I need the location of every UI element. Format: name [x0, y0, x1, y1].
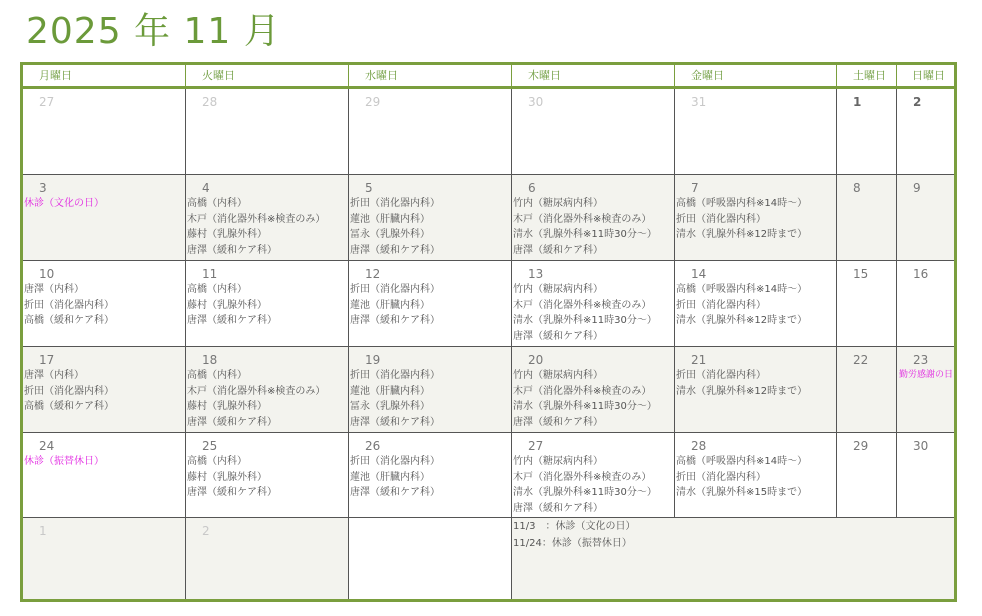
doctor-entry: 清水（乳腺外科※11時30分～） [513, 487, 657, 499]
doctor-entry: 高橋（緩和ケア科） [24, 401, 114, 413]
holiday-label: 休診（振替休日） [24, 456, 104, 467]
day-cell[interactable] [896, 175, 954, 261]
doctor-entry: 高橋（内科） [187, 456, 247, 467]
day-cell[interactable] [511, 433, 674, 518]
doctor-entry: 高橋（内科） [187, 198, 247, 209]
doctor-entry: 木戸（消化器外科※検査のみ） [513, 213, 652, 225]
weekday-header-cell: 土曜日 [836, 65, 896, 86]
day-cell[interactable] [836, 175, 896, 261]
day-cell[interactable] [896, 89, 954, 175]
doctor-entry: 高橋（内科） [187, 370, 247, 381]
day-number: 8 [853, 181, 861, 195]
doctor-entry: 折田（消化器内科） [24, 385, 114, 397]
doctor-entry: 冨永（乳腺外科） [350, 401, 430, 413]
day-number: 20 [528, 353, 544, 367]
day-cell[interactable] [348, 89, 511, 175]
day-cell[interactable] [896, 347, 954, 433]
doctor-entry: 蓮池（肝臓内科） [350, 299, 430, 311]
doctor-entry: 清水（乳腺外科※11時30分～） [513, 229, 657, 241]
holiday-label: 休診（文化の日） [24, 198, 104, 209]
doctor-schedule [675, 196, 836, 243]
day-cell[interactable] [348, 261, 511, 347]
doctor-schedule [512, 282, 674, 344]
day-cell[interactable] [674, 175, 836, 261]
doctor-entry: 竹内（糖尿病内科） [513, 198, 603, 209]
doctor-entry: 木戸（消化器外科※検査のみ） [513, 385, 652, 397]
doctor-schedule [512, 196, 674, 258]
day-number: 17 [39, 353, 55, 367]
doctor-entry: 蓮池（肝臓内科） [350, 213, 430, 225]
day-number: 29 [853, 439, 869, 453]
doctor-entry: 木戸（消化器外科※検査のみ） [513, 299, 652, 311]
page-title: 2025 年 11 月 [26, 11, 281, 52]
doctor-entry: 唐澤（緩和ケア科） [187, 244, 277, 256]
calendar-week-row [23, 518, 954, 599]
doctor-schedule [349, 196, 511, 258]
doctor-entry: 折田（消化器内科） [676, 213, 766, 225]
day-cell[interactable] [511, 89, 674, 175]
day-number: 9 [913, 181, 921, 195]
day-cell[interactable] [23, 261, 185, 347]
doctor-entry: 折田（消化器内科） [676, 370, 766, 381]
day-cell[interactable] [23, 89, 185, 175]
day-cell[interactable] [185, 433, 348, 518]
day-number: 28 [202, 95, 218, 109]
day-cell[interactable] [23, 518, 185, 599]
day-cell[interactable] [896, 433, 954, 518]
doctor-schedule [186, 282, 348, 329]
doctor-entry: 竹内（糖尿病内科） [513, 370, 603, 381]
day-cell[interactable] [836, 89, 896, 175]
doctor-entry: 折田（消化器内科） [676, 471, 766, 483]
doctor-entry: 唐澤（緩和ケア科） [513, 502, 603, 514]
day-cell[interactable] [674, 261, 836, 347]
day-cell[interactable] [511, 175, 674, 261]
doctor-entry: 竹内（糖尿病内科） [513, 456, 603, 467]
day-number: 26 [365, 439, 381, 453]
day-cell[interactable] [185, 175, 348, 261]
day-cell[interactable] [348, 347, 511, 433]
day-number: 15 [853, 267, 869, 281]
day-number: 21 [691, 353, 707, 367]
doctor-entry: 藤村（乳腺外科） [187, 471, 267, 483]
day-number: 1 [39, 524, 47, 538]
doctor-entry: 唐澤（緩和ケア科） [350, 416, 440, 428]
holiday-note: 11/24：休診（振替休日） [513, 538, 632, 549]
day-number: 30 [913, 439, 929, 453]
day-number: 11 [202, 267, 218, 281]
day-cell[interactable] [348, 433, 511, 518]
doctor-entry: 藤村（乳腺外科） [187, 229, 267, 241]
doctor-schedule [23, 368, 185, 415]
doctor-entry: 清水（乳腺外科※11時30分～） [513, 401, 657, 413]
doctor-entry: 高橋（緩和ケア科） [24, 315, 114, 327]
day-number: 19 [365, 353, 381, 367]
weekday-header-cell: 金曜日 [674, 65, 836, 86]
doctor-entry: 高橋（呼吸器内科※14時～） [676, 456, 808, 467]
day-cell[interactable] [23, 175, 185, 261]
day-cell[interactable] [185, 347, 348, 433]
doctor-entry: 唐澤（緩和ケア科） [350, 487, 440, 499]
day-number: 23 [913, 353, 929, 367]
doctor-schedule [349, 368, 511, 430]
doctor-entry: 唐澤（緩和ケア科） [187, 487, 277, 499]
doctor-schedule [675, 368, 836, 399]
doctor-entry: 高橋（呼吸器内科※14時～） [676, 284, 808, 295]
doctor-schedule [23, 282, 185, 329]
doctor-entry: 木戸（消化器外科※検査のみ） [187, 213, 326, 225]
calendar-week-row [23, 89, 954, 175]
day-number: 10 [39, 267, 55, 281]
day-cell[interactable] [185, 518, 348, 599]
doctor-entry: 唐澤（緩和ケア科） [350, 315, 440, 327]
day-number: 5 [365, 181, 373, 195]
doctor-entry: 唐澤（内科） [24, 370, 84, 381]
day-cell[interactable] [836, 347, 896, 433]
day-cell[interactable] [185, 89, 348, 175]
day-number: 13 [528, 267, 544, 281]
doctor-entry: 清水（乳腺外科※11時30分～） [513, 315, 657, 327]
doctor-entry: 冨永（乳腺外科） [350, 229, 430, 241]
doctor-entry: 唐澤（緩和ケア科） [513, 330, 603, 342]
day-number: 27 [39, 95, 55, 109]
day-number: 25 [202, 439, 218, 453]
doctor-schedule [23, 196, 185, 212]
doctor-schedule [23, 454, 185, 470]
day-number: 16 [913, 267, 929, 281]
day-number: 4 [202, 181, 210, 195]
doctor-entry: 折田（消化器内科） [676, 299, 766, 311]
day-number: 18 [202, 353, 218, 367]
doctor-schedule [675, 454, 836, 501]
doctor-entry: 唐澤（緩和ケア科） [350, 244, 440, 256]
doctor-schedule [675, 282, 836, 329]
calendar-grid [20, 62, 957, 602]
doctor-entry: 木戸（消化器外科※検査のみ） [187, 385, 326, 397]
day-cell[interactable] [836, 261, 896, 347]
doctor-entry: 清水（乳腺外科※15時まで） [676, 487, 808, 499]
doctor-entry: 唐澤（緩和ケア科） [187, 416, 277, 428]
day-cell[interactable] [896, 261, 954, 347]
doctor-entry: 蓮池（肝臓内科） [350, 471, 430, 483]
day-number: 31 [691, 95, 707, 109]
doctor-entry: 唐澤（緩和ケア科） [187, 315, 277, 327]
doctor-entry: 高橋（内科） [187, 284, 247, 295]
day-cell[interactable] [348, 175, 511, 261]
weekday-header-cell: 木曜日 [511, 65, 674, 86]
day-number: 2 [913, 95, 922, 109]
day-cell[interactable] [23, 433, 185, 518]
day-number: 24 [39, 439, 55, 453]
doctor-schedule [186, 454, 348, 501]
doctor-schedule [186, 196, 348, 258]
notes-cell [511, 518, 954, 599]
doctor-schedule [186, 368, 348, 430]
day-number: 29 [365, 95, 381, 109]
weekday-header-cell: 火曜日 [185, 65, 348, 86]
day-number: 1 [853, 95, 862, 109]
doctor-entry: 唐澤（内科） [24, 284, 84, 295]
weekday-header-cell: 水曜日 [348, 65, 511, 86]
doctor-entry: 折田（消化器内科） [350, 370, 440, 381]
doctor-entry: 藤村（乳腺外科） [187, 401, 267, 413]
day-number: 12 [365, 267, 381, 281]
doctor-entry: 唐澤（緩和ケア科） [513, 244, 603, 256]
day-cell[interactable] [674, 347, 836, 433]
holiday-note: 11/3 ：休診（文化の日） [513, 521, 636, 532]
doctor-entry: 折田（消化器内科） [350, 284, 440, 295]
doctor-schedule [349, 454, 511, 501]
doctor-entry: 折田（消化器内科） [24, 299, 114, 311]
day-number: 2 [202, 524, 210, 538]
doctor-entry: 竹内（糖尿病内科） [513, 284, 603, 295]
day-cell[interactable] [23, 347, 185, 433]
day-cell[interactable] [185, 261, 348, 347]
day-number: 27 [528, 439, 544, 453]
doctor-schedule [512, 454, 674, 516]
day-cell[interactable] [674, 433, 836, 518]
empty-cell [348, 518, 511, 599]
day-number: 28 [691, 439, 707, 453]
day-number: 7 [691, 181, 699, 195]
doctor-schedule [897, 368, 954, 384]
day-number: 22 [853, 353, 869, 367]
doctor-entry: 藤村（乳腺外科） [187, 299, 267, 311]
day-number: 3 [39, 181, 47, 195]
doctor-schedule [349, 282, 511, 329]
day-cell[interactable] [511, 261, 674, 347]
calendar-week-row [23, 433, 954, 518]
calendar-week-row [23, 175, 954, 261]
calendar-week-row [23, 261, 954, 347]
doctor-entry: 高橋（呼吸器内科※14時～） [676, 198, 808, 209]
doctor-entry: 蓮池（肝臓内科） [350, 385, 430, 397]
holiday-label: 勤労感謝の日 [899, 370, 954, 380]
doctor-schedule [512, 368, 674, 430]
doctor-entry: 清水（乳腺外科※12時まで） [676, 315, 808, 327]
doctor-entry: 折田（消化器内科） [350, 198, 440, 209]
weekday-header-cell: 日曜日 [896, 65, 954, 86]
day-cell[interactable] [674, 89, 836, 175]
weekday-header [23, 65, 954, 89]
doctor-entry: 清水（乳腺外科※12時まで） [676, 385, 808, 397]
doctor-entry: 清水（乳腺外科※12時まで） [676, 229, 808, 241]
day-cell[interactable] [511, 347, 674, 433]
doctor-entry: 折田（消化器内科） [350, 456, 440, 467]
doctor-entry: 木戸（消化器外科※検査のみ） [513, 471, 652, 483]
day-cell[interactable] [836, 433, 896, 518]
doctor-entry: 唐澤（緩和ケア科） [513, 416, 603, 428]
weekday-header-cell: 月曜日 [39, 69, 72, 82]
calendar-week-row [23, 347, 954, 433]
day-number: 30 [528, 95, 544, 109]
day-number: 14 [691, 267, 707, 281]
day-number: 6 [528, 181, 536, 195]
